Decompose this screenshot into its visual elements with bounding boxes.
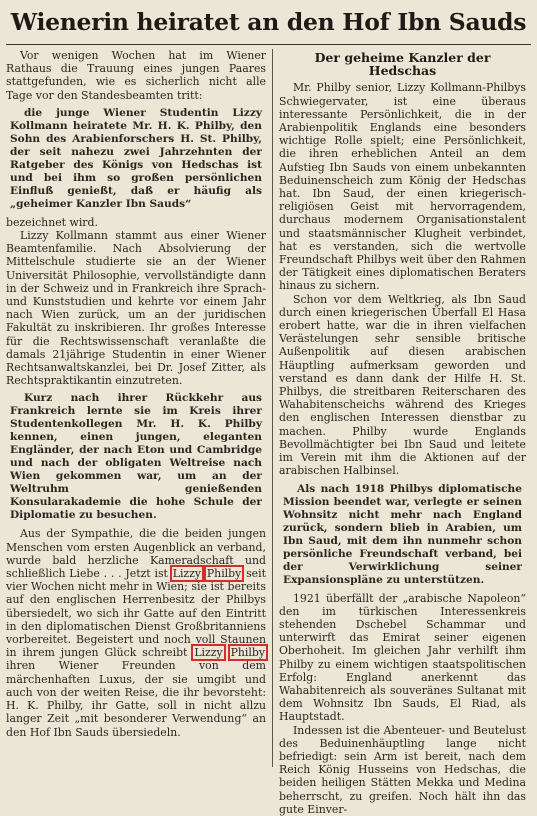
- highlight-philby-2: Philby: [230, 646, 265, 660]
- paragraph-weltkrieg: Schon vor dem Weltkrieg, als Ibn Saud durch einen kriegerischen Überfall El Hasa erobert hatte, war die in ihren vielfachen Verästelungen sehr sensible britische Außenpolitik auf diesen arabischen Häuptling aufmerksam geworden und verstand es dann dank der Hilfe H. St. Philbys, die streitbaren Reiterscharen des Wahabitenscheichs während des Krieges den englischen Interessen dienstbar zu machen. Philby wurde Englands Bevollmächtigter bei Ibn Saud und leitete im Verein mit ihm die Aktionen auf der arabischen Halbinsel.: [279, 292, 526, 478]
- sympathy-text-a: Aus der Sympathie, die die beiden jungen Menschen vom ersten Augenblick an verband, wurde bald herzliche Kameradschaft und schließlich Liebe . . . Jetzt ist: [6, 527, 266, 581]
- headline: Wienerin heiratet an den Hof Ibn Sauds: [6, 4, 531, 45]
- intro-paragraph: Vor wenigen Wochen hat im Wiener Rathaus die Trauung eines jungen Paares stattgefunden, wie es sicherlich nicht alle Tage vor den Standesbeamten tritt:: [6, 49, 266, 102]
- paragraph-philby-senior: Mr. Philby senior, Lizzy Kollmann-Philbys Schwiegervater, ist eine überaus interessante Persönlichkeit, die in der Arabienpolitik Englands eine besonders wichtige Rolle spielt; eine Persönlichkeit, die ihren erheblichen Anteil an dem Aufstieg Ibn Sauds von einem unbekannten Beduinenscheich zum König der Hedschas hat. Ibn Saud, der einen kriegerisch-religiösen Geist mit hervorragendem, durchaus modernem Organisationstalent und staatsmännischer Klugheit verbindet, hat es verstanden, sich die wertvolle Freundschaft Philbys weit über den Rahmen der Tätigkeit eines diplomatischen Beraters hinaus zu sichern.: [279, 81, 526, 293]
- sympathy-text-b: seit vier Wochen nicht mehr in Wien; sie ist bereits auf den englischen Herrenbesitz der Philbys übersiedelt, wo sich ihr Gatte auf den Eintritt in den diplomatischen Dienst Großbritanniens vorbereitet. Begeistert und noch voll Staunen in ihrem jungen Glück schreibt: [6, 567, 266, 660]
- sympathy-text-c: ihren Wiener Freunden von dem märchenhaften Luxus, der sie umgibt und auch von der weiten Reise, die ihr bevorsteht: H. K. Philby, ihr Gatte, soll in nicht allzu langer Zeit „mit besonderer Verwendung“ an den Hof Ibn Sauds übersiedeln.: [6, 659, 266, 739]
- paragraph-indessen: Indessen ist die Abenteuer- und Beutelust des Beduinenhäuptling lange nicht befriedigt: sein Arm ist bereit, nach dem Reich König Husseins von Hedschas, die beiden heiligen Stätten Mekka und Medina beherrscht, zu greifen. Noch hält ihn das gute Einver-: [279, 723, 526, 816]
- bold-paragraph-1918: Als nach 1918 Philbys diplomatische Mission beendet war, verlegte er seinen Wohnsitz nicht mehr nach England zurück, sondern blieb in Arabien, um Ibn Saud, mit dem ihn nunmehr schon persönliche Freundschaft verband, bei der Verwirklichung seiner Expansionspläne zu unterstützen.: [283, 482, 522, 586]
- paragraph-bezeichnet: bezeichnet wird.: [6, 215, 98, 229]
- left-column: [6, 49, 272, 767]
- highlight-philby-1: Philby: [206, 567, 242, 581]
- paragraph-biography: Lizzy Kollmann stammt aus einer Wiener Beamtenfamilie. Nach Absolvierung der Mittelschule studierte sie an der Wiener Universität Philosophie, vervollständigte dann in der Schweiz und in Frankreich ihre Sprach- und Kunststudien und kehrte vor einem Jahr nach Wien zurück, um an der juridischen Fakultät zu inskribieren. Ihr großes Interesse für die Rechtswissenschaft veranlaßte die damals 21jährige Studentin in einer Wiener Rechtsanwaltskanzlei, bei Dr. Josef Zitter, als Rechtspraktikantin einzutreten.: [6, 229, 266, 388]
- section-heading: Der geheime Kanzler der Hedschas: [314, 50, 491, 79]
- right-column: [273, 49, 526, 816]
- paragraph-sympathy: [6, 527, 266, 738]
- article-columns: [6, 49, 531, 816]
- bold-paragraph-meeting: Kurz nach ihrer Rückkehr aus Frankreich lernte sie im Kreis ihrer Studentenkollegen Mr. H. K. Philby kennen, einen jungen, eleganten Engländer, der nach Eton und Cambridge und nach der obligaten Weltreise nach Wien gekommen war, um an der Weltruhm genießenden Konsularakademie die hohe Schule der Diplomatie zu besuchen.: [10, 392, 262, 522]
- highlight-lizzy-2: Lizzy: [194, 646, 223, 660]
- highlight-lizzy-1: Lizzy: [172, 567, 202, 581]
- paragraph-1921: 1921 überfällt der „arabische Napoleon“ den im türkischen Interessenkreis stehenden Dschebel Schammar und unterwirft das Emirat seiner eigenen Oberhoheit. Im gleichen Jahr verhilft ihm Philby zu einem wichtigen staatspolitischen Erfolg: England anerkennt das Wahabitenreich als souveränes Sultanat mit dem Wohnsitz Ibn Sauds, El Riad, als Hauptstadt.: [279, 591, 526, 724]
- bold-paragraph-marriage: die junge Wiener Studentin Lizzy Kollmann heiratete Mr. H. K. Philby, den Sohn des Arabienforschers H. St. Philby, der seit nahezu zwei Jahrzehnten der Ratgeber des Königs von Hedschas ist und bei ihm so großen persönlichen Einfluß genießt, daß er häufig als „geheimer Kanzler Ibn Sauds“: [10, 106, 262, 210]
